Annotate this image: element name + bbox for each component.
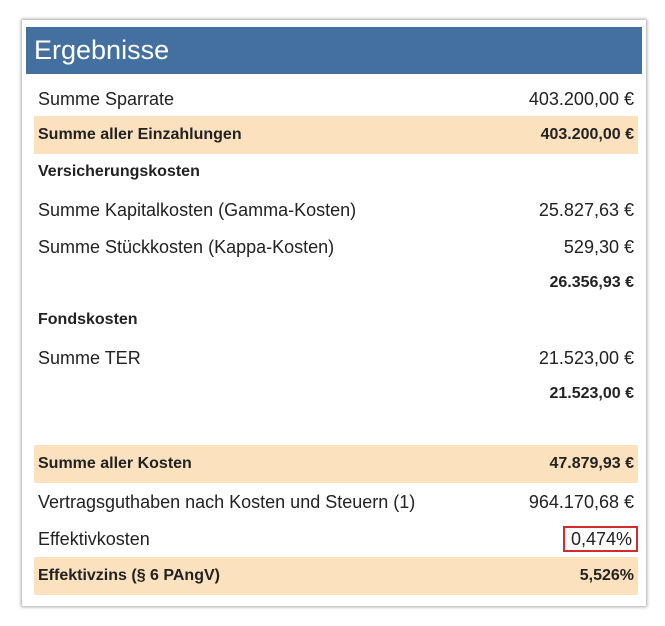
row-vertragsguthaben: [34, 483, 638, 521]
row-summe-einzahlungen: [34, 116, 638, 154]
row-value: 21.523,00 €: [549, 385, 634, 402]
section-versicherungskosten: [34, 153, 638, 191]
row-value: 47.879,93 €: [549, 455, 634, 472]
section-fondskosten: [34, 301, 638, 339]
row-label: Summe Sparrate: [38, 88, 175, 109]
row-value: 403.200,00 €: [540, 126, 634, 143]
row-label: Summe Kapitalkosten (Gamma-Kosten): [38, 199, 357, 220]
row-value: 403.200,00 €: [528, 88, 634, 109]
row-summe-ter: [34, 339, 638, 377]
row-label: Effektivkosten: [38, 528, 150, 549]
row-summe-aller-kosten: [34, 445, 638, 483]
row-fondskosten-total: [34, 375, 638, 413]
row-label: Summe aller Kosten: [38, 455, 192, 472]
row-label: Summe aller Einzahlungen: [38, 126, 242, 143]
results-title: Ergebnisse: [26, 27, 642, 74]
row-summe-sparrate: [34, 80, 638, 118]
row-value: 5,526%: [579, 567, 634, 584]
effektivkosten-highlighted-value: 0,474%: [563, 526, 638, 552]
row-value: 964.170,68 €: [528, 491, 634, 512]
section-heading: Fondskosten: [38, 311, 138, 328]
row-label: Vertragsguthaben nach Kosten und Steuern (1): [38, 491, 416, 512]
row-label: Summe TER: [38, 347, 141, 368]
row-stueckkosten: [34, 228, 638, 266]
row-versicherungskosten-total: [34, 264, 638, 302]
row-value: 25.827,63 €: [538, 199, 634, 220]
row-effektivkosten: [34, 520, 638, 558]
row-kapitalkosten: [34, 191, 638, 229]
row-value: 26.356,93 €: [549, 274, 634, 291]
section-heading: Versicherungskosten: [38, 163, 200, 180]
row-value: 529,30 €: [563, 236, 634, 257]
row-label: Summe Stückkosten (Kappa-Kosten): [38, 236, 335, 257]
row-effektivzins: [34, 557, 638, 595]
results-card: [22, 20, 646, 606]
row-value: 21.523,00 €: [538, 347, 634, 368]
row-label: Effektivzins (§ 6 PAngV): [38, 567, 220, 584]
